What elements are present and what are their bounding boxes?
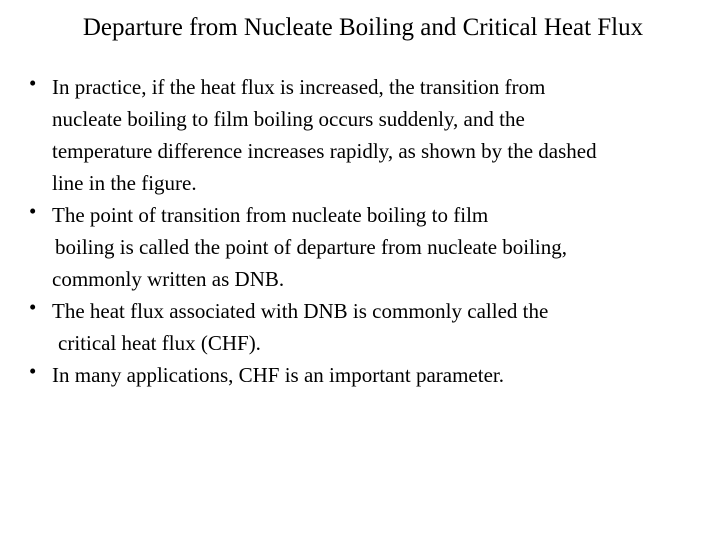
bullet-text-line: temperature difference increases rapidly, as shown by the dashed bbox=[52, 139, 597, 163]
bullet-item bbox=[0, 295, 720, 359]
bullet-text-line: The heat flux associated with DNB is commonly called the bbox=[52, 299, 549, 323]
bullet-text-line: boiling is called the point of departure from nucleate boiling, bbox=[55, 235, 568, 259]
bullet-text-line: critical heat flux (CHF). bbox=[58, 331, 261, 355]
bullet-item bbox=[0, 199, 720, 295]
bullet-text-line: line in the figure. bbox=[52, 171, 197, 195]
bullet-text-line: In practice, if the heat flux is increased, the transition from bbox=[52, 75, 546, 99]
bullet-text-line: In many applications, CHF is an important parameter. bbox=[52, 363, 504, 387]
bullet-list bbox=[0, 71, 720, 391]
bullet-marker: • bbox=[29, 359, 37, 383]
bullet-marker: • bbox=[29, 295, 37, 319]
bullet-item bbox=[0, 71, 720, 199]
bullet-item bbox=[0, 359, 720, 391]
bullet-marker: • bbox=[29, 71, 37, 95]
bullet-text-line: nucleate boiling to film boiling occurs suddenly, and the bbox=[52, 107, 525, 131]
bullet-text-line: commonly written as DNB. bbox=[52, 267, 285, 291]
slide-title: Departure from Nucleate Boiling and Critical Heat Flux bbox=[82, 14, 644, 41]
bullet-text-line: The point of transition from nucleate boiling to film bbox=[52, 203, 489, 227]
bullet-marker: • bbox=[29, 199, 37, 223]
